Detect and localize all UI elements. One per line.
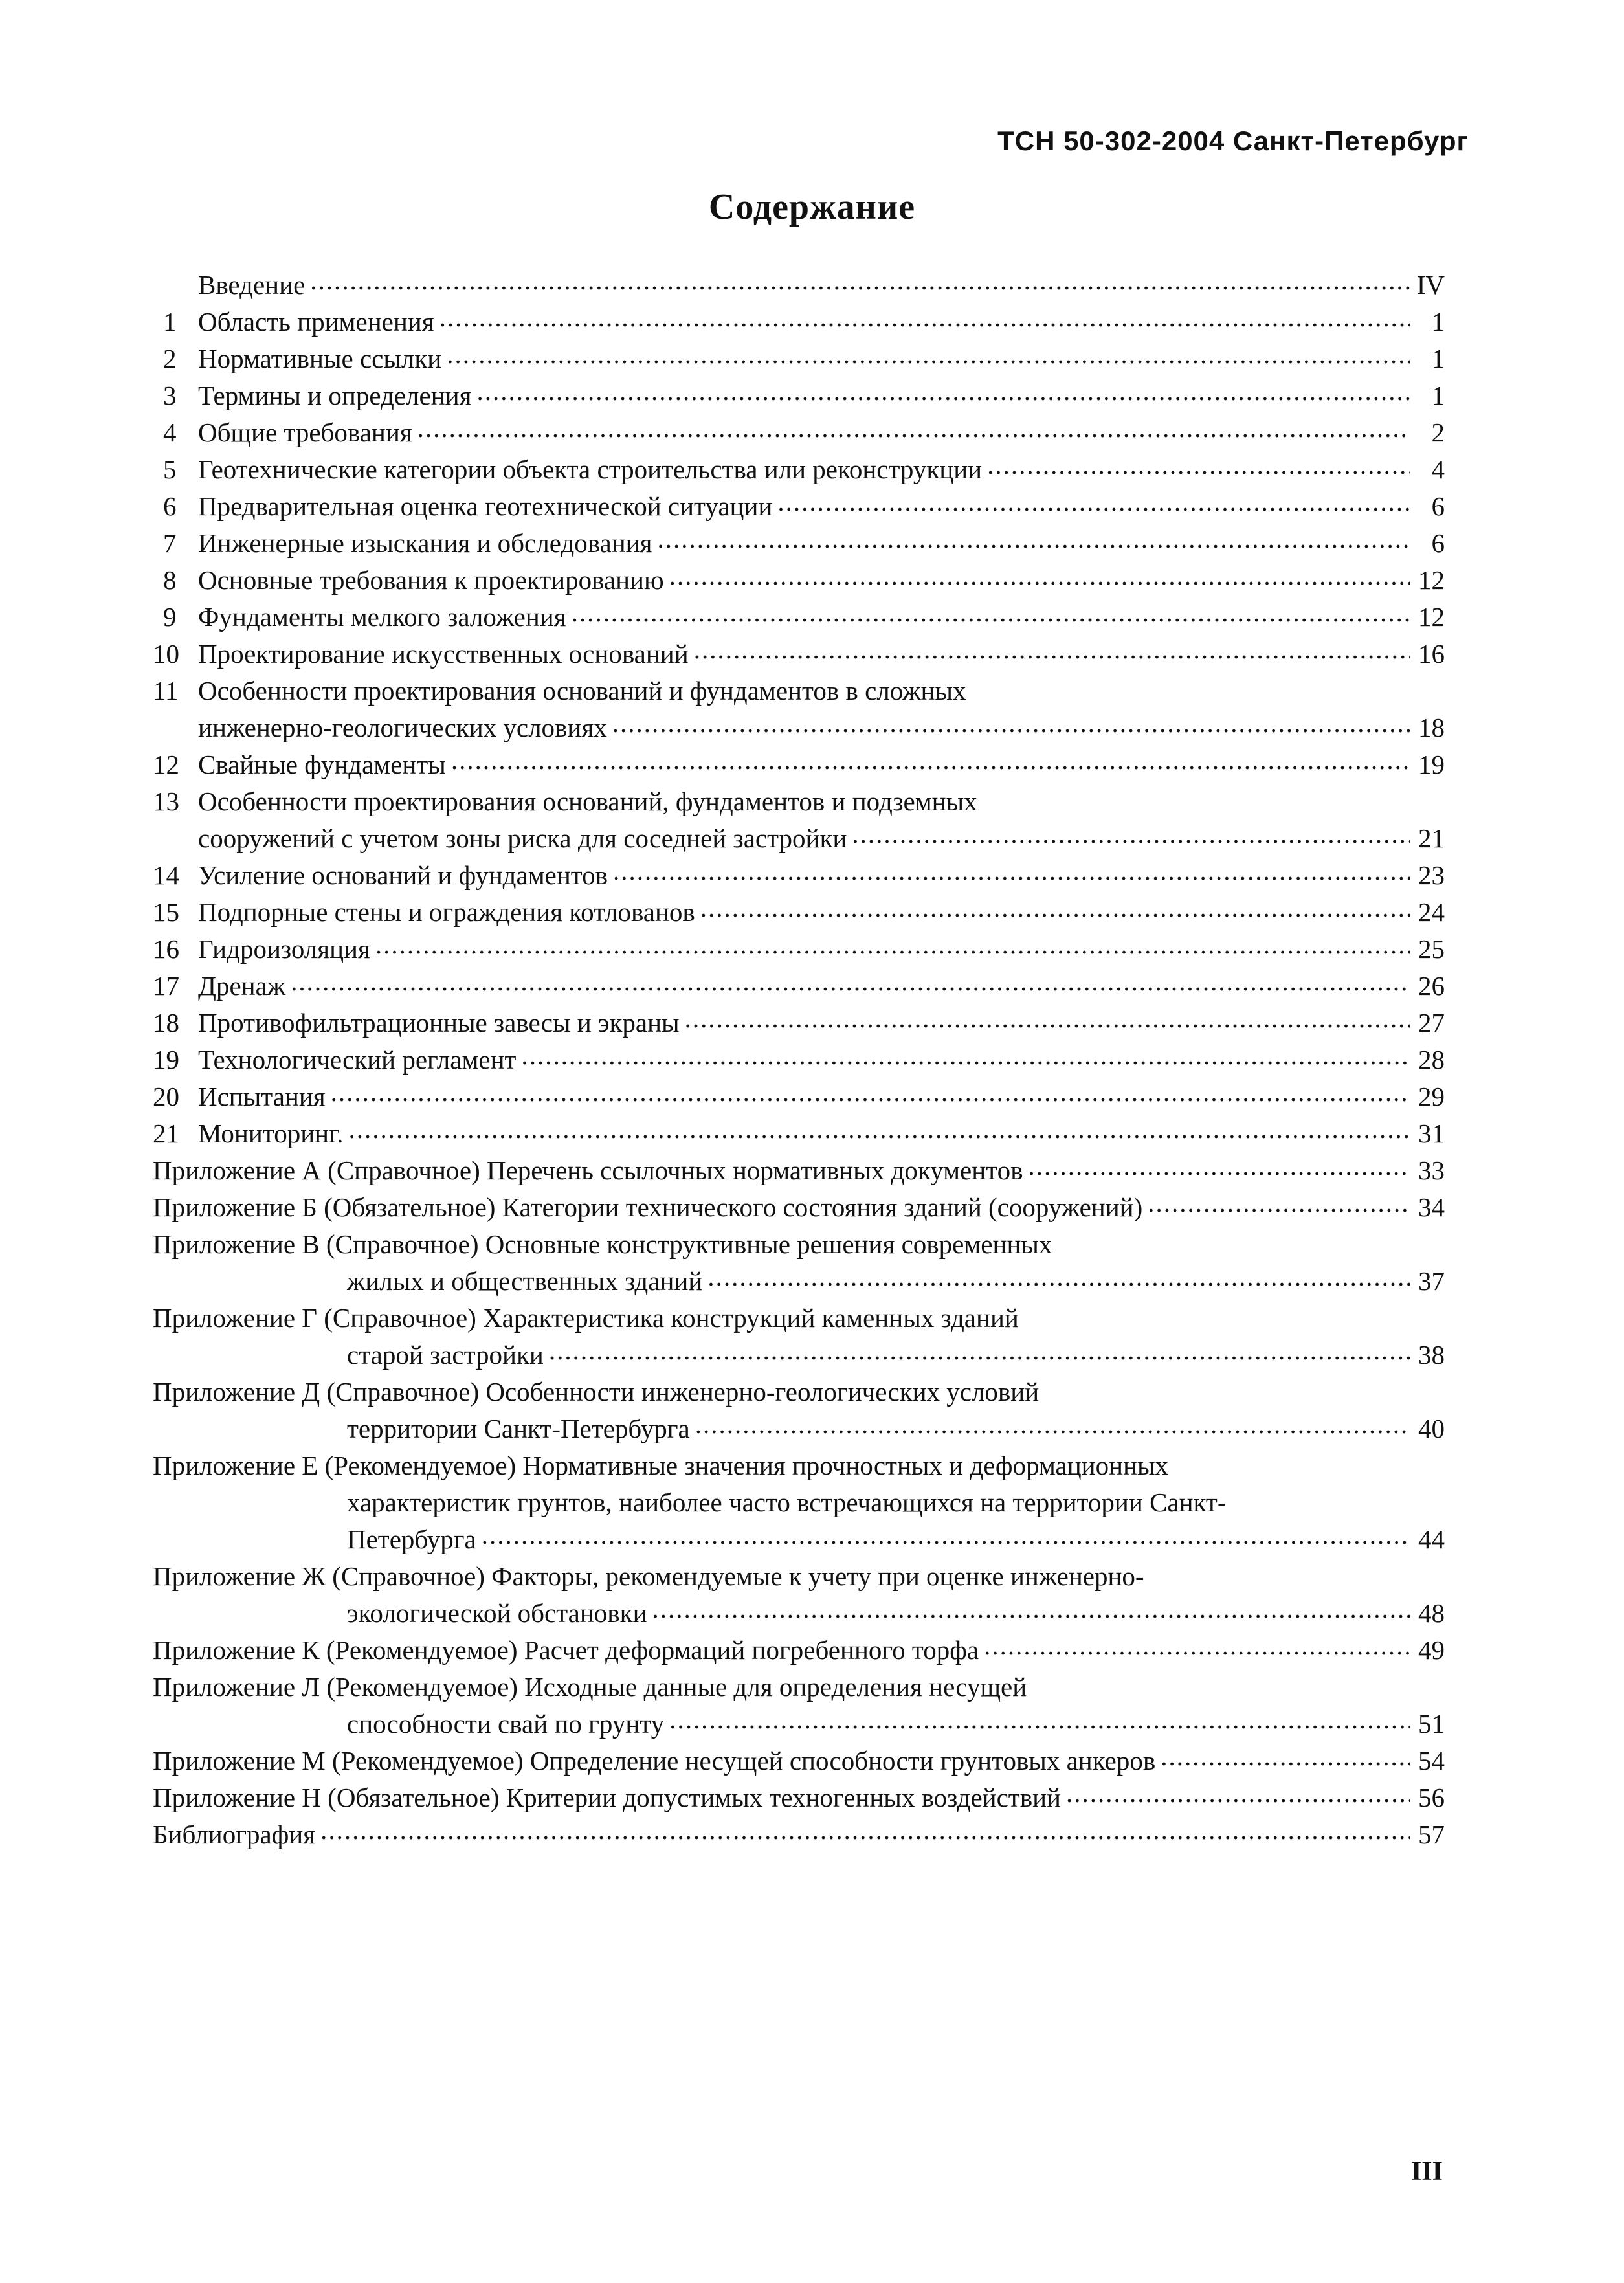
toc-entry-text: Приложение Н (Обязательное) Критерии допустимых техногенных воздействий bbox=[153, 1783, 1061, 1812]
dot-leader bbox=[375, 931, 1410, 958]
toc-entry-page: 44 bbox=[1418, 1524, 1445, 1554]
toc-entry-text: Основные требования к проектированию bbox=[198, 565, 664, 595]
toc-entry-text: Приложение А (Справочное) Перечень ссылочных нормативных документов bbox=[153, 1155, 1023, 1185]
dot-leader bbox=[669, 562, 1410, 589]
toc-entry-text: Предварительная оценка геотехнической ситуации bbox=[198, 491, 773, 521]
toc-entry-number: 10 bbox=[153, 639, 179, 669]
toc-entry-number: 7 bbox=[163, 528, 177, 558]
toc-entry-text-continued: сооружений с учетом зоны риска для соседней застройки bbox=[198, 823, 847, 853]
toc-entry-appendix-e[interactable] bbox=[153, 1447, 1445, 1558]
toc-entry-page: 1 bbox=[1431, 344, 1445, 373]
toc-entry-section-7[interactable] bbox=[153, 525, 1445, 562]
toc-entry-number: 18 bbox=[153, 1008, 179, 1038]
toc-entry-text: Приложение М (Рекомендуемое) Определение несущей способности грунтовых анкеров bbox=[153, 1746, 1156, 1776]
dot-leader bbox=[1028, 1153, 1410, 1179]
toc-entry-text: Введение bbox=[198, 270, 306, 300]
toc-entry-section-21[interactable] bbox=[153, 1115, 1445, 1152]
toc-entry-text: Область применения bbox=[198, 307, 434, 337]
toc-entry-number: 16 bbox=[153, 934, 179, 964]
toc-entry-text: Библиография bbox=[153, 1820, 316, 1849]
toc-entry-section-17[interactable] bbox=[153, 968, 1445, 1005]
toc-entry-section-5[interactable] bbox=[153, 451, 1445, 488]
toc-entry-text: Нормативные ссылки bbox=[198, 344, 442, 373]
toc-entry-section-2[interactable] bbox=[153, 340, 1445, 377]
dot-leader bbox=[310, 267, 1410, 294]
toc-entry-page: 4 bbox=[1431, 454, 1445, 484]
toc-entry-number: 13 bbox=[153, 786, 179, 816]
dot-leader bbox=[695, 1411, 1410, 1438]
toc-entry-page: 25 bbox=[1418, 934, 1445, 964]
toc-entry-section-14[interactable] bbox=[153, 857, 1445, 894]
toc-entry-text: Фундаменты мелкого заложения bbox=[198, 602, 566, 632]
toc-entry-section-19[interactable] bbox=[153, 1041, 1445, 1078]
toc-entry-section-3[interactable] bbox=[153, 377, 1445, 414]
toc-entry-appendix-g[interactable] bbox=[153, 1300, 1445, 1374]
toc-entry-text: Усиление оснований и фундаментов bbox=[198, 860, 608, 890]
dot-leader bbox=[612, 710, 1410, 737]
dot-leader bbox=[984, 1632, 1410, 1659]
toc-entry-number: 12 bbox=[153, 750, 179, 779]
toc-entry-section-13[interactable] bbox=[153, 783, 1445, 857]
dot-leader bbox=[987, 452, 1410, 478]
dot-leader bbox=[700, 895, 1410, 921]
toc-entry-number: 4 bbox=[163, 418, 177, 447]
dot-leader bbox=[320, 1817, 1410, 1843]
toc-entry-page: 24 bbox=[1418, 897, 1445, 927]
toc-entry-text: Инженерные изыскания и обследования bbox=[198, 528, 652, 558]
dot-leader bbox=[707, 1264, 1410, 1290]
toc-entry-page: 29 bbox=[1418, 1082, 1445, 1111]
toc-entry-section-16[interactable] bbox=[153, 931, 1445, 968]
page-title: Содержание bbox=[708, 187, 916, 227]
toc-entry-page: 27 bbox=[1418, 1008, 1445, 1038]
toc-entry-appendix-b[interactable] bbox=[153, 1189, 1445, 1226]
toc-entry-text: Особенности проектирования оснований, фундаментов и подземных bbox=[198, 786, 977, 816]
toc-entry-page: 19 bbox=[1418, 750, 1445, 779]
toc-entry-text: Геотехнические категории объекта строительства или реконструкции bbox=[198, 454, 983, 484]
toc-entry-page: 38 bbox=[1418, 1340, 1445, 1370]
toc-entry-page: 31 bbox=[1418, 1119, 1445, 1148]
toc-entry-text: Свайные фундаменты bbox=[198, 750, 446, 779]
toc-entry-text: Общие требования bbox=[198, 418, 412, 447]
toc-entry-number: 20 bbox=[153, 1082, 179, 1111]
toc-entry-text: Испытания bbox=[198, 1082, 326, 1111]
toc-entry-page: 37 bbox=[1418, 1266, 1445, 1296]
toc-entry-page: 1 bbox=[1431, 381, 1445, 410]
toc-entry-text: Противофильтрационные завесы и экраны bbox=[198, 1008, 680, 1038]
toc-entry-text-continued: территории Санкт-Петербурга bbox=[347, 1414, 690, 1443]
toc-entry-number: 2 bbox=[163, 344, 177, 373]
toc-entry-page: 18 bbox=[1418, 713, 1445, 742]
dot-leader bbox=[852, 821, 1410, 847]
toc-entry-text: Приложение В (Справочное) Основные конструктивные решения современных bbox=[153, 1229, 1052, 1259]
toc-entry-text: Дренаж bbox=[198, 971, 286, 1001]
toc-entry-text: Приложение Ж (Справочное) Факторы, рекомендуемые к учету при оценке инженерно- bbox=[153, 1561, 1144, 1591]
toc-entry-text-continued: жилых и общественных зданий bbox=[347, 1266, 703, 1296]
toc-entry-section-4[interactable] bbox=[153, 414, 1445, 451]
toc-entry-text-continued: способности свай по грунту bbox=[347, 1709, 665, 1739]
toc-entry-text-continued: инженерно-геологических условиях bbox=[198, 713, 607, 742]
toc-entry-page: 33 bbox=[1418, 1155, 1445, 1185]
toc-entry-text: Приложение Е (Рекомендуемое) Нормативные значения прочностных и деформационных bbox=[153, 1451, 1169, 1480]
toc-entry-page: 56 bbox=[1418, 1783, 1445, 1812]
toc-entry-appendix-k[interactable] bbox=[153, 1632, 1445, 1669]
toc-entry-appendix-zh[interactable] bbox=[153, 1558, 1445, 1632]
toc-entry-text: Приложение Б (Обязательное) Категории технического состояния зданий (сооружений) bbox=[153, 1192, 1143, 1222]
dot-leader bbox=[291, 968, 1410, 995]
toc-entry-number: 11 bbox=[153, 676, 179, 706]
table-of-contents bbox=[153, 267, 1445, 1853]
dot-leader bbox=[549, 1337, 1410, 1364]
toc-entry-bibliography[interactable] bbox=[153, 1816, 1445, 1853]
toc-entry-section-6[interactable] bbox=[153, 488, 1445, 525]
dot-leader bbox=[777, 489, 1410, 515]
toc-entry-number: 6 bbox=[163, 491, 177, 521]
toc-entry-section-20[interactable] bbox=[153, 1078, 1445, 1115]
dot-leader bbox=[669, 1706, 1410, 1733]
toc-entry-appendix-l[interactable] bbox=[153, 1669, 1445, 1743]
dot-leader bbox=[685, 1005, 1410, 1032]
toc-entry-text-continued: Петербурга bbox=[347, 1524, 476, 1554]
dot-leader bbox=[482, 1522, 1410, 1548]
dot-leader bbox=[447, 341, 1410, 368]
toc-entry-appendix-a[interactable] bbox=[153, 1152, 1445, 1189]
toc-entry-number: 8 bbox=[163, 565, 177, 595]
toc-entry-section-1[interactable] bbox=[153, 304, 1445, 340]
toc-entry-page: 51 bbox=[1418, 1709, 1445, 1739]
toc-entry-section-18[interactable] bbox=[153, 1005, 1445, 1041]
toc-entry-appendix-m[interactable] bbox=[153, 1743, 1445, 1779]
dot-leader bbox=[572, 599, 1410, 626]
dot-leader bbox=[521, 1042, 1410, 1069]
dot-leader bbox=[652, 1596, 1410, 1622]
dot-leader bbox=[657, 526, 1410, 552]
dot-leader bbox=[1066, 1780, 1410, 1807]
toc-entry-page: 1 bbox=[1431, 307, 1445, 337]
dot-leader bbox=[476, 378, 1410, 405]
toc-entry-page: 2 bbox=[1431, 418, 1445, 447]
toc-entry-appendix-d[interactable] bbox=[153, 1374, 1445, 1447]
toc-entry-section-8[interactable] bbox=[153, 562, 1445, 599]
toc-entry-number: 15 bbox=[153, 897, 179, 927]
toc-entry-section-15[interactable] bbox=[153, 894, 1445, 931]
toc-entry-appendix-v[interactable] bbox=[153, 1226, 1445, 1300]
toc-entry-page: 57 bbox=[1418, 1820, 1445, 1849]
toc-entry-text-continued: экологической обстановки bbox=[347, 1598, 647, 1628]
toc-entry-page: 48 bbox=[1418, 1598, 1445, 1628]
dot-leader bbox=[1161, 1743, 1410, 1770]
toc-entry-text-continued: характеристик грунтов, наиболее часто встречающихся на территории Санкт- bbox=[347, 1487, 1227, 1517]
dot-leader bbox=[331, 1079, 1410, 1106]
toc-entry-page: 40 bbox=[1418, 1414, 1445, 1443]
toc-entry-text: Гидроизоляция bbox=[198, 934, 370, 964]
toc-entry-page: IV bbox=[1416, 270, 1445, 300]
toc-entry-page: 26 bbox=[1418, 971, 1445, 1001]
toc-entry-text: Проектирование искусственных оснований bbox=[198, 639, 689, 669]
toc-entry-number: 21 bbox=[153, 1119, 179, 1148]
toc-entry-text: Приложение Д (Справочное) Особенности инженерно-геологических условий bbox=[153, 1377, 1040, 1407]
toc-entry-appendix-n[interactable] bbox=[153, 1779, 1445, 1816]
toc-entry-number: 9 bbox=[163, 602, 177, 632]
document-code-header: ТСН 50-302-2004 Санкт-Петербург bbox=[997, 126, 1469, 156]
toc-entry-page: 54 bbox=[1418, 1746, 1445, 1776]
toc-entry-page: 21 bbox=[1418, 823, 1445, 853]
dot-leader bbox=[451, 747, 1410, 774]
toc-entry-page: 23 bbox=[1418, 860, 1445, 890]
toc-entry-page: 34 bbox=[1418, 1192, 1445, 1222]
toc-entry-page: 49 bbox=[1418, 1635, 1445, 1665]
toc-entry-page: 12 bbox=[1418, 565, 1445, 595]
dot-leader bbox=[613, 858, 1410, 884]
dot-leader bbox=[439, 304, 1410, 331]
toc-entry-page: 16 bbox=[1418, 639, 1445, 669]
toc-entry-text-continued: старой застройки bbox=[347, 1340, 544, 1370]
toc-entry-number: 17 bbox=[153, 971, 179, 1001]
dot-leader bbox=[1148, 1190, 1410, 1216]
toc-entry-number: 5 bbox=[163, 454, 177, 484]
toc-entry-number: 19 bbox=[153, 1045, 179, 1075]
toc-entry-page: 28 bbox=[1418, 1045, 1445, 1075]
toc-entry-text: Термины и определения bbox=[198, 381, 472, 410]
toc-entry-section-12[interactable] bbox=[153, 746, 1445, 783]
toc-entry-section-9[interactable] bbox=[153, 599, 1445, 636]
toc-entry-text: Приложение Л (Рекомендуемое) Исходные данные для определения несущей bbox=[153, 1672, 1027, 1702]
dot-leader bbox=[694, 636, 1410, 663]
toc-entry-section-11[interactable] bbox=[153, 673, 1445, 746]
toc-entry-number: 1 bbox=[163, 307, 177, 337]
toc-entry-section-10[interactable] bbox=[153, 636, 1445, 673]
toc-entry-text: Технологический регламент bbox=[198, 1045, 517, 1075]
toc-entry-page: 6 bbox=[1431, 528, 1445, 558]
toc-entry-text: Особенности проектирования оснований и фундаментов в сложных bbox=[198, 676, 966, 706]
toc-entry-text: Приложение Г (Справочное) Характеристика конструкций каменных зданий bbox=[153, 1303, 1019, 1333]
page-number: III bbox=[1410, 2157, 1443, 2187]
toc-entry-intro[interactable] bbox=[153, 267, 1445, 304]
dot-leader bbox=[349, 1116, 1410, 1142]
toc-entry-text: Приложение К (Рекомендуемое) Расчет деформаций погребенного торфа bbox=[153, 1635, 979, 1665]
toc-entry-page: 12 bbox=[1418, 602, 1445, 632]
dot-leader bbox=[417, 415, 1410, 441]
toc-entry-number: 14 bbox=[153, 860, 179, 890]
toc-entry-text: Мониторинг. bbox=[198, 1119, 344, 1148]
toc-entry-text: Подпорные стены и ограждения котлованов bbox=[198, 897, 695, 927]
toc-entry-number: 3 bbox=[163, 381, 177, 410]
toc-entry-page: 6 bbox=[1431, 491, 1445, 521]
